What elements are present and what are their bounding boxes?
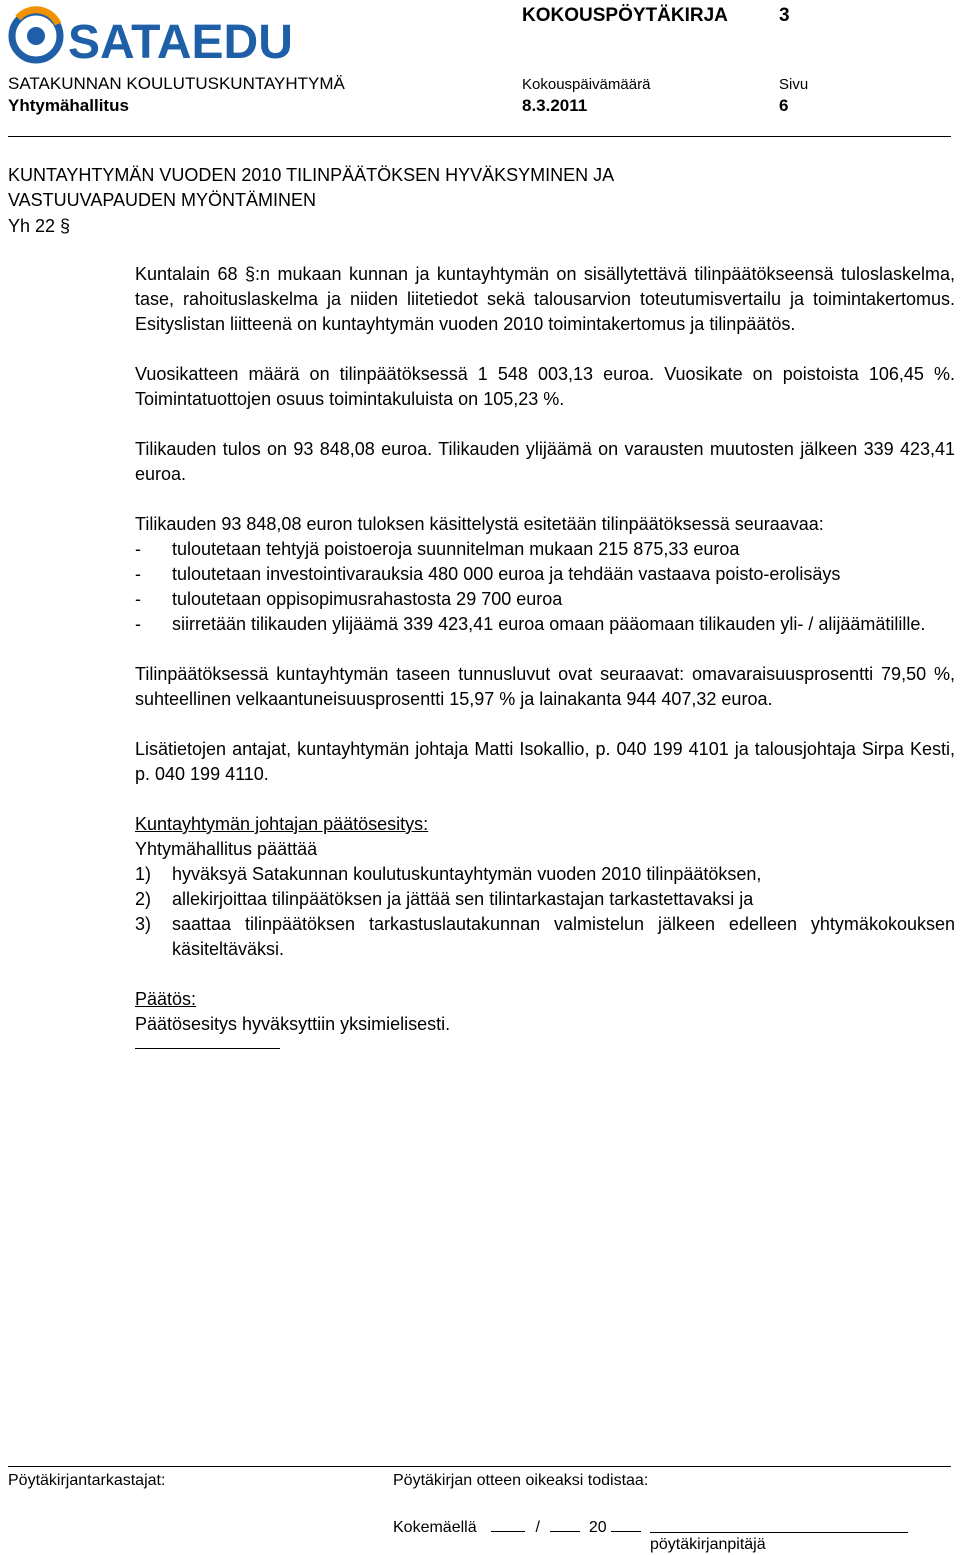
- paragraph-key-figures: Tilinpäätöksessä kuntayhtymän taseen tunnusluvut ovat seuraavat: omavaraisuusprosentti 79,50 %, suhteellinen velkaantuneisuusprosentti 15,97 % ja lainakanta 944 407,32 euroa.: [135, 664, 955, 709]
- year-blank: [611, 1517, 641, 1532]
- title-line-2: VASTUUVAPAUDEN MYÖNTÄMINEN: [8, 190, 317, 210]
- date-separator: /: [535, 1519, 540, 1536]
- header-divider: [8, 136, 951, 137]
- list-item: - siirretään tilikauden ylijäämä 339 423,41 euroa omaan pääomaan tilikauden yli- / alijäämätilille.: [135, 612, 955, 637]
- minutes-checkers-label: Pöytäkirjantarkastajat:: [8, 1472, 166, 1489]
- decision-text: Päätösesitys hyväksyttiin yksimielisesti.: [135, 1014, 451, 1034]
- footer-divider: [8, 1466, 951, 1467]
- year-prefix: 20: [588, 1519, 607, 1536]
- page-number: 6: [779, 96, 789, 115]
- day-blank: [491, 1517, 525, 1532]
- proposal-heading: Kuntayhtymän johtajan päätösesitys:: [135, 814, 429, 834]
- list-item: [135, 887, 955, 912]
- result-handling-list: [135, 537, 955, 637]
- meeting-date: 8.3.2011: [522, 96, 588, 115]
- meeting-date-label: Kokouspäivämäärä: [522, 76, 651, 93]
- list-item-text: saattaa tilinpäätöksen tarkastuslautakunnan valmistelun jälkeen edelleen yhtymäkokouksen käsiteltäväksi.: [172, 914, 955, 959]
- section-reference: Yh 22 §: [8, 216, 71, 236]
- list-item-text: hyväksyä Satakunnan koulutuskuntayhtymän vuoden 2010 tilinpäätöksen,: [172, 864, 762, 884]
- title-line-1: KUNTAYHTYMÄN VUODEN 2010 TILINPÄÄTÖKSEN HYVÄKSYMINEN JA: [8, 165, 615, 185]
- governing-body-name: Yhtymähallitus: [8, 96, 129, 115]
- paragraph-annual-margin: Vuosikatteen määrä on tilinpäätöksessä 1 548 003,13 euroa. Vuosikate on poistoista 106,45 %. Toimintatuottojen osuus toimintakuluista on 105,23 %.: [135, 364, 955, 409]
- page-label: Sivu: [779, 76, 809, 93]
- document-body: [135, 262, 955, 1049]
- paragraph-result: Tilikauden tulos on 93 848,08 euroa. Tilikauden ylijäämä on varausten muutosten jälkeen 339 423,41 euroa.: [135, 439, 955, 484]
- agenda-item-title: [8, 163, 614, 213]
- proposal-list: [135, 862, 955, 962]
- list-item: - tuloutetaan oppisopimusrahastosta 29 700 euroa: [135, 587, 955, 612]
- secretary-signature-line: [650, 1532, 908, 1533]
- list-item-text: allekirjoittaa tilinpäätöksen ja jättää sen tilintarkastajan tarkastettavaksi ja: [172, 889, 754, 909]
- logo-wordmark: SATAEDU: [68, 16, 293, 69]
- organization-name: SATAKUNNAN KOULUTUSKUNTAYHTYMÄ: [8, 74, 345, 93]
- month-blank: [550, 1517, 580, 1532]
- proposal-intro: Yhtymähallitus päättää: [135, 839, 318, 859]
- sataedu-logo: [8, 6, 293, 69]
- document-type: KOKOUSPÖYTÄKIRJA: [522, 5, 728, 26]
- place-name: Kokemäellä: [393, 1519, 477, 1536]
- place-date-line: [393, 1517, 641, 1537]
- list-item-number: 3): [135, 914, 152, 934]
- list-item-number: 2): [135, 889, 152, 909]
- list-item: - tuloutetaan investointivarauksia 480 000 euroa ja tehdään vastaava poisto-erolisäys: [135, 562, 955, 587]
- secretary-title: pöytäkirjanpitäjä: [650, 1536, 766, 1553]
- paragraph-legal-basis: Kuntalain 68 §:n mukaan kunnan ja kuntayhtymän on sisällytettävä tilinpäätökseensä tuloslaskelma, tase, rahoituslaskelma ja niiden liitetiedot sekä talousarvion toteutumisvertailu ja toimintakertomus. Esityslistan liitteenä on kuntayhtymän vuoden 2010 toimintakertomus ja tilinpäätös.: [135, 264, 955, 334]
- signature-rule: [135, 1048, 280, 1049]
- list-item-number: 1): [135, 864, 152, 884]
- list-item: - tuloutetaan tehtyjä poistoeroja suunnitelman mukaan 215 875,33 euroa: [135, 537, 955, 562]
- certified-copy-label: Pöytäkirjan otteen oikeaksi todistaa:: [393, 1472, 649, 1489]
- paragraph-contacts: Lisätietojen antajat, kuntayhtymän johtaja Matti Isokallio, p. 040 199 4101 ja talousjohtaja Sirpa Kesti, p. 040 199 4110.: [135, 739, 955, 784]
- document-page-number: 3: [779, 5, 790, 26]
- list-item: [135, 912, 955, 962]
- decision-heading: Päätös:: [135, 989, 197, 1009]
- paragraph-result-handling: Tilikauden 93 848,08 euron tuloksen käsittelystä esitetään tilinpäätöksessä seuraavaa:: [135, 514, 824, 534]
- sataedu-logo-graphic: [8, 6, 293, 69]
- list-item: [135, 862, 955, 887]
